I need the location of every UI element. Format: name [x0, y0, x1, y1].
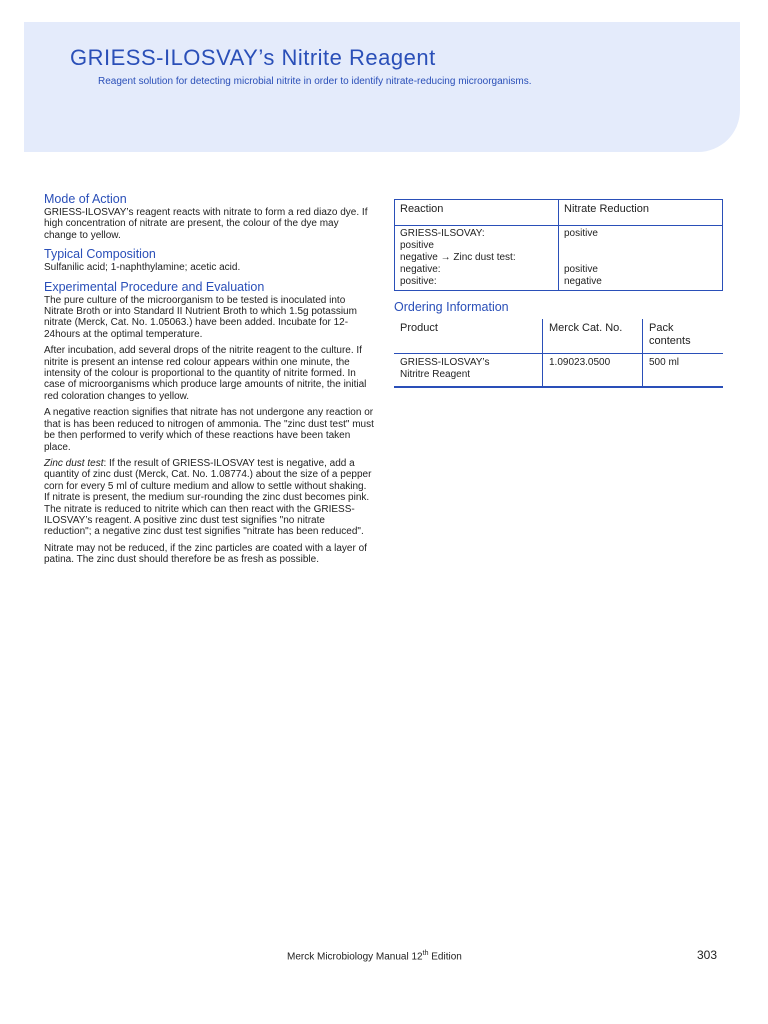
procedure-paragraph-2: After incubation, add several drops of the nitrite reagent to the culture. If nitrite is present an intense red colour appears within one minute, the intensity of the colour is proportional to the quantity of nitrite formed. In case of microorganisms which produce large amounts of nitrite, the initial red coloration changes to yellow. [44, 345, 367, 402]
procedure-paragraph-1: The pure culture of the microorganism to be tested is inoculated into Nitrate Broth or into Standard II Nutrient Broth to which 1.5g potassium nitrate (Merck, Cat. No. 1.05063.) have been added. Incubate for 12-24hours at the optimal temperature. [44, 294, 357, 340]
reaction-cell [395, 226, 559, 291]
product-name-line-1: GRIESS-ILOSVAY’s [400, 357, 490, 368]
pack-header: Pack contents [643, 319, 724, 354]
footer-manual-sup: th [422, 950, 429, 957]
reaction-table-row [395, 226, 723, 291]
reaction-line: GRIESS-ILSOVAY: [400, 228, 485, 239]
left-column [44, 191, 374, 571]
zinc-dust-paragraph [44, 458, 374, 538]
reaction-header: Reaction [395, 200, 559, 226]
footer-manual-title [287, 950, 462, 962]
reduction-line [564, 240, 717, 252]
reduction-line: positive [564, 264, 598, 275]
reaction-line: positive [400, 240, 434, 251]
cat-no-header: Merck Cat. No. [543, 319, 643, 354]
pack-cell: 500 ml [643, 354, 724, 388]
mode-of-action-heading: Mode of Action [44, 192, 127, 206]
reaction-table-header [395, 200, 723, 226]
header-band [24, 22, 740, 152]
nitrate-reduction-header: Nitrate Reduction [559, 200, 723, 226]
composition-section [44, 246, 374, 273]
reduction-line: negative [564, 276, 602, 287]
cat-no-cell: 1.09023.0500 [543, 354, 643, 388]
procedure-paragraph-3: A negative reaction signifies that nitrate has not undergone any reaction or that is has been reduced to nitrogen of ammonia. The "zinc dust test" must be then performed to verify which of these reactions have been taken place. [44, 407, 374, 453]
mode-of-action-section [44, 191, 374, 241]
product-header: Product [394, 319, 543, 354]
ordering-table-header [394, 319, 723, 354]
footer-manual-prefix: Merck Microbiology Manual 12 [287, 951, 423, 963]
reduction-line: positive [564, 228, 598, 239]
footer-manual-suffix: Edition [428, 951, 462, 963]
product-name-line-2: Nitritre Reagent [400, 369, 471, 380]
procedure-heading: Experimental Procedure and Evaluation [44, 279, 265, 294]
nitrate-reduction-cell [559, 226, 723, 291]
ordering-heading: Ordering Information [394, 300, 509, 314]
reduction-line [564, 252, 717, 264]
reaction-line: positive: [400, 276, 437, 287]
reaction-line: negative: [400, 264, 441, 275]
page-subtitle: Reagent solution for detecting microbial nitrite in order to identify nitrate-reducing microorganisms. [98, 76, 532, 87]
right-column [394, 199, 724, 388]
reaction-table [394, 199, 723, 291]
composition-text: Sulfanilic acid; 1-naphthylamine; acetic acid. [44, 262, 241, 274]
zinc-dust-label: Zinc dust test [44, 457, 104, 469]
product-cell [394, 354, 543, 388]
composition-heading: Typical Composition [44, 247, 156, 262]
page-title: GRIESS-ILOSVAY’s Nitrite Reagent [70, 45, 436, 70]
ordering-table [394, 319, 723, 388]
reaction-line: negative → Zinc dust test: [400, 252, 516, 263]
zinc-dust-text: : If the result of GRIESS-ILOSVAY test is negative, add a quantity of zinc dust (Merck, Cat. No. 1.08774.) about the size of a pepper corn for every 5 ml of culture medium and allow to settle without shaking. If nitrate is present, the medium sur-rounding the zinc dust becomes pink. The nitrate is reduced to nitrite which can then react with the GRIESS-ILOSVAY’s reagent. A positive zinc dust test signifies "no nitrate reduction"; a negative zinc dust test signifies "nitrate has been reduced". [44, 457, 372, 538]
mode-of-action-text: GRIESS-ILOSVAY’s reagent reacts with nitrate to form a red diazo dye. If high concentration of nitrate are present, the colour of the dye may change to yellow. [44, 207, 368, 241]
procedure-section [44, 279, 374, 566]
page-number: 303 [697, 948, 718, 962]
ordering-table-row [394, 354, 723, 388]
procedure-paragraph-5: Nitrate may not be reduced, if the zinc particles are coated with a layer of patina. The zinc dust should therefore be as fresh as possible. [44, 542, 367, 566]
